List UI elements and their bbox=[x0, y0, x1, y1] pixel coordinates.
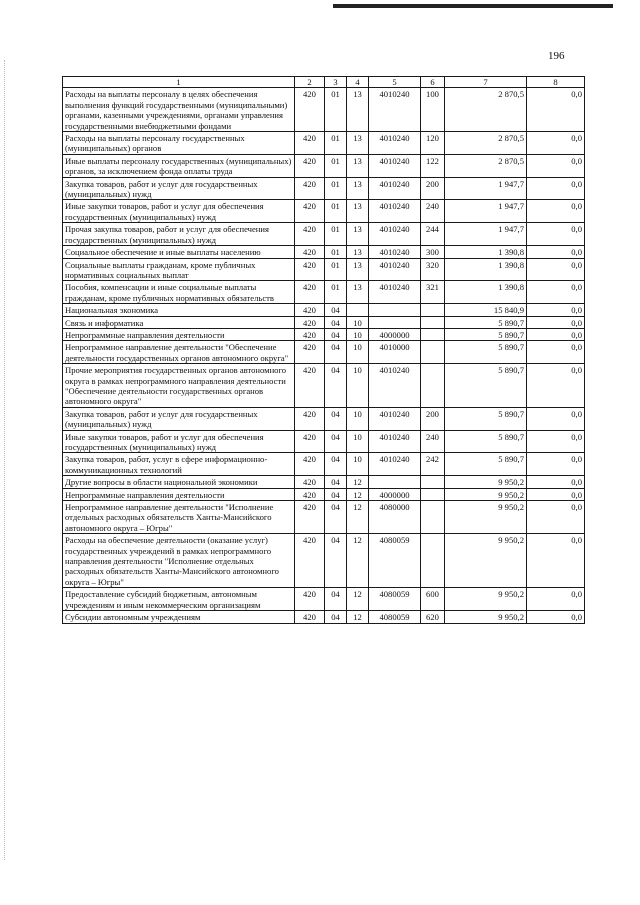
row-target-article: 4010240 bbox=[369, 407, 421, 430]
header-cell: 7 bbox=[445, 77, 527, 88]
row-ministry-code: 420 bbox=[295, 246, 325, 258]
row-section: 04 bbox=[325, 476, 347, 488]
row-amount: 1 947,7 bbox=[445, 200, 527, 223]
row-section: 04 bbox=[325, 611, 347, 623]
row-ministry-code: 420 bbox=[295, 223, 325, 246]
row-ministry-code: 420 bbox=[295, 88, 325, 132]
row-amount-secondary: 0,0 bbox=[527, 501, 585, 534]
row-amount-secondary: 0,0 bbox=[527, 304, 585, 316]
row-target-article: 4010240 bbox=[369, 258, 421, 281]
row-section: 01 bbox=[325, 200, 347, 223]
row-amount: 5 890,7 bbox=[445, 341, 527, 364]
row-description: Иные закупки товаров, работ и услуг для обеспечения государственных (муниципальных) нужд bbox=[63, 430, 295, 453]
row-section: 01 bbox=[325, 154, 347, 177]
row-description: Национальная экономика bbox=[63, 304, 295, 316]
row-target-article: 4080059 bbox=[369, 611, 421, 623]
header-cell: 1 bbox=[63, 77, 295, 88]
row-amount-secondary: 0,0 bbox=[527, 407, 585, 430]
row-expense-type: 321 bbox=[421, 281, 445, 304]
row-description: Пособия, компенсации и иные социальные выплаты гражданам, кроме публичных нормативных обязательств bbox=[63, 281, 295, 304]
header-cell: 6 bbox=[421, 77, 445, 88]
header-cell: 8 bbox=[527, 77, 585, 88]
row-subsection: 12 bbox=[347, 501, 369, 534]
table-row bbox=[63, 430, 585, 453]
row-subsection: 12 bbox=[347, 488, 369, 500]
row-target-article: 4080059 bbox=[369, 534, 421, 588]
row-subsection: 12 bbox=[347, 476, 369, 488]
row-description: Расходы на обеспечение деятельности (оказание услуг) государственных учреждений в рамках непрограммного направления деятельности "Исполнение отдельных расходных обязательств Ханты-Мансийского автономного округа – Югры" bbox=[63, 534, 295, 588]
row-description: Закупка товаров, работ, услуг в сфере информационно-коммуникационных технологий bbox=[63, 453, 295, 476]
row-target-article: 4000000 bbox=[369, 488, 421, 500]
row-expense-type: 100 bbox=[421, 88, 445, 132]
table-row bbox=[63, 154, 585, 177]
row-subsection: 13 bbox=[347, 200, 369, 223]
row-target-article: 4010240 bbox=[369, 88, 421, 132]
row-section: 04 bbox=[325, 304, 347, 316]
row-amount: 1 947,7 bbox=[445, 223, 527, 246]
table-row bbox=[63, 407, 585, 430]
table-row bbox=[63, 588, 585, 611]
row-description: Расходы на выплаты персоналу государственных (муниципальных) органов bbox=[63, 132, 295, 155]
row-ministry-code: 420 bbox=[295, 430, 325, 453]
row-description: Непрограммное направление деятельности "Обеспечение деятельности государственных органов автономного округа" bbox=[63, 341, 295, 364]
row-expense-type: 244 bbox=[421, 223, 445, 246]
row-amount-secondary: 0,0 bbox=[527, 258, 585, 281]
row-amount: 9 950,2 bbox=[445, 611, 527, 623]
table-row bbox=[63, 200, 585, 223]
row-ministry-code: 420 bbox=[295, 364, 325, 408]
row-target-article: 4000000 bbox=[369, 328, 421, 340]
row-ministry-code: 420 bbox=[295, 501, 325, 534]
row-amount: 9 950,2 bbox=[445, 534, 527, 588]
row-target-article: 4080059 bbox=[369, 588, 421, 611]
header-cell: 4 bbox=[347, 77, 369, 88]
row-section: 01 bbox=[325, 246, 347, 258]
row-target-article: 4010240 bbox=[369, 177, 421, 200]
row-section: 01 bbox=[325, 281, 347, 304]
header-cell: 5 bbox=[369, 77, 421, 88]
row-subsection: 12 bbox=[347, 534, 369, 588]
row-amount-secondary: 0,0 bbox=[527, 453, 585, 476]
top-scan-line bbox=[333, 4, 613, 8]
row-description: Предоставление субсидий бюджетным, автономным учреждениям и иным некоммерческим организациям bbox=[63, 588, 295, 611]
row-target-article bbox=[369, 476, 421, 488]
row-amount-secondary: 0,0 bbox=[527, 341, 585, 364]
row-amount: 5 890,7 bbox=[445, 407, 527, 430]
row-subsection: 10 bbox=[347, 430, 369, 453]
row-subsection bbox=[347, 304, 369, 316]
row-ministry-code: 420 bbox=[295, 132, 325, 155]
table-row bbox=[63, 534, 585, 588]
table-row bbox=[63, 611, 585, 623]
row-target-article bbox=[369, 316, 421, 328]
row-amount-secondary: 0,0 bbox=[527, 611, 585, 623]
row-description: Прочие мероприятия государственных органов автономного округа в рамках непрограммного направления деятельности "Обеспечение деятельности государственных органов автономного округа" bbox=[63, 364, 295, 408]
row-expense-type: 200 bbox=[421, 407, 445, 430]
row-amount-secondary: 0,0 bbox=[527, 200, 585, 223]
row-expense-type bbox=[421, 534, 445, 588]
row-section: 04 bbox=[325, 407, 347, 430]
row-ministry-code: 420 bbox=[295, 177, 325, 200]
row-amount-secondary: 0,0 bbox=[527, 488, 585, 500]
row-amount: 5 890,7 bbox=[445, 453, 527, 476]
row-subsection: 13 bbox=[347, 154, 369, 177]
row-amount-secondary: 0,0 bbox=[527, 328, 585, 340]
row-description: Непрограммное направление деятельности "Исполнение отдельных расходных обязательств Ханты-Мансийского автономного округа – Югры" bbox=[63, 501, 295, 534]
row-ministry-code: 420 bbox=[295, 453, 325, 476]
header-row bbox=[63, 77, 585, 88]
row-section: 01 bbox=[325, 258, 347, 281]
table-row bbox=[63, 364, 585, 408]
row-target-article: 4010240 bbox=[369, 453, 421, 476]
row-target-article: 4010000 bbox=[369, 341, 421, 364]
header-cell: 2 bbox=[295, 77, 325, 88]
row-amount: 9 950,2 bbox=[445, 488, 527, 500]
row-ministry-code: 420 bbox=[295, 200, 325, 223]
row-ministry-code: 420 bbox=[295, 407, 325, 430]
table-row bbox=[63, 132, 585, 155]
row-expense-type bbox=[421, 476, 445, 488]
row-subsection: 13 bbox=[347, 177, 369, 200]
table-row bbox=[63, 501, 585, 534]
row-amount-secondary: 0,0 bbox=[527, 132, 585, 155]
row-description: Непрограммные направления деятельности bbox=[63, 488, 295, 500]
budget-table bbox=[62, 76, 585, 624]
row-amount-secondary: 0,0 bbox=[527, 430, 585, 453]
row-amount-secondary: 0,0 bbox=[527, 364, 585, 408]
row-amount: 9 950,2 bbox=[445, 501, 527, 534]
row-subsection: 12 bbox=[347, 611, 369, 623]
table-row bbox=[63, 223, 585, 246]
row-expense-type: 600 bbox=[421, 588, 445, 611]
row-description: Социальное обеспечение и иные выплаты населению bbox=[63, 246, 295, 258]
table-row bbox=[63, 258, 585, 281]
row-expense-type: 320 bbox=[421, 258, 445, 281]
row-section: 04 bbox=[325, 364, 347, 408]
row-target-article: 4010240 bbox=[369, 430, 421, 453]
row-amount-secondary: 0,0 bbox=[527, 476, 585, 488]
row-target-article: 4010240 bbox=[369, 132, 421, 155]
row-section: 04 bbox=[325, 488, 347, 500]
row-amount: 2 870,5 bbox=[445, 132, 527, 155]
row-subsection: 13 bbox=[347, 246, 369, 258]
row-section: 04 bbox=[325, 588, 347, 611]
row-amount-secondary: 0,0 bbox=[527, 281, 585, 304]
row-section: 01 bbox=[325, 132, 347, 155]
row-amount: 9 950,2 bbox=[445, 588, 527, 611]
row-ministry-code: 420 bbox=[295, 281, 325, 304]
row-target-article: 4010240 bbox=[369, 281, 421, 304]
row-target-article: 4010240 bbox=[369, 246, 421, 258]
row-description: Социальные выплаты гражданам, кроме публичных нормативных социальных выплат bbox=[63, 258, 295, 281]
row-description: Субсидии автономным учреждениям bbox=[63, 611, 295, 623]
row-amount: 1 390,8 bbox=[445, 281, 527, 304]
row-description: Связь и информатика bbox=[63, 316, 295, 328]
row-ministry-code: 420 bbox=[295, 476, 325, 488]
row-amount-secondary: 0,0 bbox=[527, 246, 585, 258]
row-expense-type: 240 bbox=[421, 200, 445, 223]
row-section: 04 bbox=[325, 316, 347, 328]
row-amount: 1 947,7 bbox=[445, 177, 527, 200]
row-section: 04 bbox=[325, 501, 347, 534]
row-ministry-code: 420 bbox=[295, 154, 325, 177]
row-ministry-code: 420 bbox=[295, 341, 325, 364]
row-target-article: 4010240 bbox=[369, 223, 421, 246]
row-expense-type: 120 bbox=[421, 132, 445, 155]
row-section: 01 bbox=[325, 223, 347, 246]
row-target-article: 4010240 bbox=[369, 200, 421, 223]
row-expense-type: 122 bbox=[421, 154, 445, 177]
row-amount: 5 890,7 bbox=[445, 430, 527, 453]
row-target-article: 4010240 bbox=[369, 364, 421, 408]
row-expense-type bbox=[421, 328, 445, 340]
table-row bbox=[63, 177, 585, 200]
row-subsection: 10 bbox=[347, 316, 369, 328]
table-row bbox=[63, 341, 585, 364]
row-amount: 2 870,5 bbox=[445, 154, 527, 177]
row-amount: 2 870,5 bbox=[445, 88, 527, 132]
row-ministry-code: 420 bbox=[295, 488, 325, 500]
table-row bbox=[63, 246, 585, 258]
row-expense-type bbox=[421, 304, 445, 316]
table-row bbox=[63, 488, 585, 500]
row-subsection: 13 bbox=[347, 281, 369, 304]
row-target-article: 4080000 bbox=[369, 501, 421, 534]
row-amount-secondary: 0,0 bbox=[527, 88, 585, 132]
row-amount: 5 890,7 bbox=[445, 364, 527, 408]
row-ministry-code: 420 bbox=[295, 258, 325, 281]
row-description: Закупка товаров, работ и услуг для государственных (муниципальных) нужд bbox=[63, 177, 295, 200]
row-section: 04 bbox=[325, 328, 347, 340]
page-number: 196 bbox=[548, 50, 565, 62]
table-body bbox=[63, 88, 585, 623]
row-target-article: 4010240 bbox=[369, 154, 421, 177]
table-row bbox=[63, 304, 585, 316]
row-amount: 15 840,9 bbox=[445, 304, 527, 316]
row-expense-type: 242 bbox=[421, 453, 445, 476]
row-description: Непрограммные направления деятельности bbox=[63, 328, 295, 340]
row-subsection: 10 bbox=[347, 453, 369, 476]
row-expense-type: 200 bbox=[421, 177, 445, 200]
table-row bbox=[63, 281, 585, 304]
row-description: Расходы на выплаты персоналу в целях обеспечения выполнения функций государственными (муниципальными) органами, казенными учреждениями, органами управления государственными внебюджетными фондами bbox=[63, 88, 295, 132]
row-amount-secondary: 0,0 bbox=[527, 177, 585, 200]
row-section: 04 bbox=[325, 430, 347, 453]
row-expense-type: 300 bbox=[421, 246, 445, 258]
row-amount: 9 950,2 bbox=[445, 476, 527, 488]
scan-edge-marks bbox=[4, 60, 7, 860]
row-amount-secondary: 0,0 bbox=[527, 154, 585, 177]
row-expense-type bbox=[421, 488, 445, 500]
row-subsection: 12 bbox=[347, 588, 369, 611]
row-amount-secondary: 0,0 bbox=[527, 534, 585, 588]
row-amount: 5 890,7 bbox=[445, 328, 527, 340]
table-row bbox=[63, 328, 585, 340]
row-section: 01 bbox=[325, 88, 347, 132]
row-expense-type bbox=[421, 364, 445, 408]
row-ministry-code: 420 bbox=[295, 534, 325, 588]
row-subsection: 10 bbox=[347, 364, 369, 408]
row-ministry-code: 420 bbox=[295, 328, 325, 340]
table-row bbox=[63, 316, 585, 328]
row-expense-type: 240 bbox=[421, 430, 445, 453]
row-section: 04 bbox=[325, 453, 347, 476]
row-section: 04 bbox=[325, 534, 347, 588]
row-subsection: 13 bbox=[347, 88, 369, 132]
table-row bbox=[63, 88, 585, 132]
table-row bbox=[63, 476, 585, 488]
row-ministry-code: 420 bbox=[295, 304, 325, 316]
row-ministry-code: 420 bbox=[295, 316, 325, 328]
row-expense-type bbox=[421, 501, 445, 534]
row-subsection: 13 bbox=[347, 223, 369, 246]
row-ministry-code: 420 bbox=[295, 611, 325, 623]
row-subsection: 13 bbox=[347, 132, 369, 155]
row-section: 04 bbox=[325, 341, 347, 364]
row-amount: 5 890,7 bbox=[445, 316, 527, 328]
row-target-article bbox=[369, 304, 421, 316]
row-ministry-code: 420 bbox=[295, 588, 325, 611]
row-amount-secondary: 0,0 bbox=[527, 316, 585, 328]
header-cell: 3 bbox=[325, 77, 347, 88]
row-amount: 1 390,8 bbox=[445, 246, 527, 258]
row-expense-type bbox=[421, 316, 445, 328]
table-row bbox=[63, 453, 585, 476]
row-subsection: 10 bbox=[347, 341, 369, 364]
row-subsection: 10 bbox=[347, 407, 369, 430]
row-amount-secondary: 0,0 bbox=[527, 223, 585, 246]
row-amount: 1 390,8 bbox=[445, 258, 527, 281]
row-amount-secondary: 0,0 bbox=[527, 588, 585, 611]
row-section: 01 bbox=[325, 177, 347, 200]
row-subsection: 13 bbox=[347, 258, 369, 281]
row-description: Другие вопросы в области национальной экономики bbox=[63, 476, 295, 488]
row-description: Закупка товаров, работ и услуг для государственных (муниципальных) нужд bbox=[63, 407, 295, 430]
row-expense-type: 620 bbox=[421, 611, 445, 623]
row-expense-type bbox=[421, 341, 445, 364]
row-description: Иные закупки товаров, работ и услуг для обеспечения государственных (муниципальных) нужд bbox=[63, 200, 295, 223]
row-description: Иные выплаты персоналу государственных (муниципальных) органов, за исключением фонда оплаты труда bbox=[63, 154, 295, 177]
row-subsection: 10 bbox=[347, 328, 369, 340]
row-description: Прочая закупка товаров, работ и услуг для обеспечения государственных (муниципальных) нужд bbox=[63, 223, 295, 246]
